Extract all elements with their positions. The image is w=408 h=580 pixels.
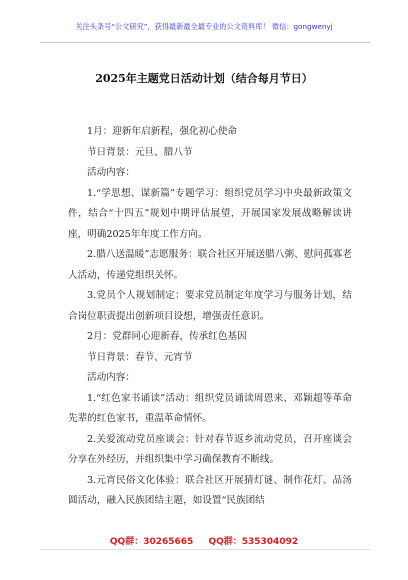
document-title: 2025年主题党日活动计划（结合每月节日）: [95, 72, 313, 85]
footer-qq-group-2: QQ群：535304092: [208, 537, 299, 547]
document-body: [68, 122, 352, 512]
paragraph-february-background: 节日背景：春节、元宵节: [87, 351, 193, 363]
paragraph-february-item-1: 1.“红色家书诵读”活动：组织党员诵读周恩来、邓颖超等革命先辈的红色家书，重温革命情怀。: [68, 392, 352, 424]
paragraph-january-content-label: 活动内容：: [87, 167, 135, 178]
footer-contacts: [0, 534, 408, 547]
paragraph-february-heading: 2月：党群同心迎新春，传承红色基因: [87, 331, 247, 342]
paragraph-january-item-1: 1.“学思想、谋新篇”专题学习：组织党员学习中央最新政策文件，结合“十四五”规划中期评估展望，开展国家发展战略解读讲座，明确2025年年度工作方向。: [68, 187, 352, 240]
footer-divider: [40, 549, 370, 550]
footer-qq-group-1: QQ群：30265665: [109, 537, 194, 547]
paragraph-january-item-3: 3.党员个人规划制定：要求党员制定年度学习与服务计划，结合岗位职责提出创新项目设想，增强责任意识。: [68, 290, 352, 322]
paragraph-february-content-label: 活动内容：: [87, 372, 135, 383]
paragraph-january-heading: 1月：迎新年启新程，强化初心使命: [87, 126, 238, 137]
paragraph-february-item-3: 3.元宵民俗文化体验：联合社区开展猜灯谜、制作花灯、品汤圆活动，融入民族团结主题，如设置“民族团结: [68, 474, 352, 506]
header-notice: 关注头条号“公文研究”，获得最新最全最专业的公文资料库！ 微信：gongwenyj: [75, 22, 333, 31]
paragraph-january-item-2: 2.腊八送温暖”志愿服务：联合社区开展送腊八粥、慰问孤寡老人活动，传递党组织关怀。: [68, 249, 352, 281]
header-divider: [40, 42, 370, 43]
paragraph-january-background: 节日背景：元旦、腊八节: [87, 146, 193, 158]
paragraph-february-item-2: 2.关爱流动党员座谈会：针对春节返乡流动党员，召开座谈会分享在外经历，并组织集中学习确保教育不断线。: [68, 433, 352, 465]
